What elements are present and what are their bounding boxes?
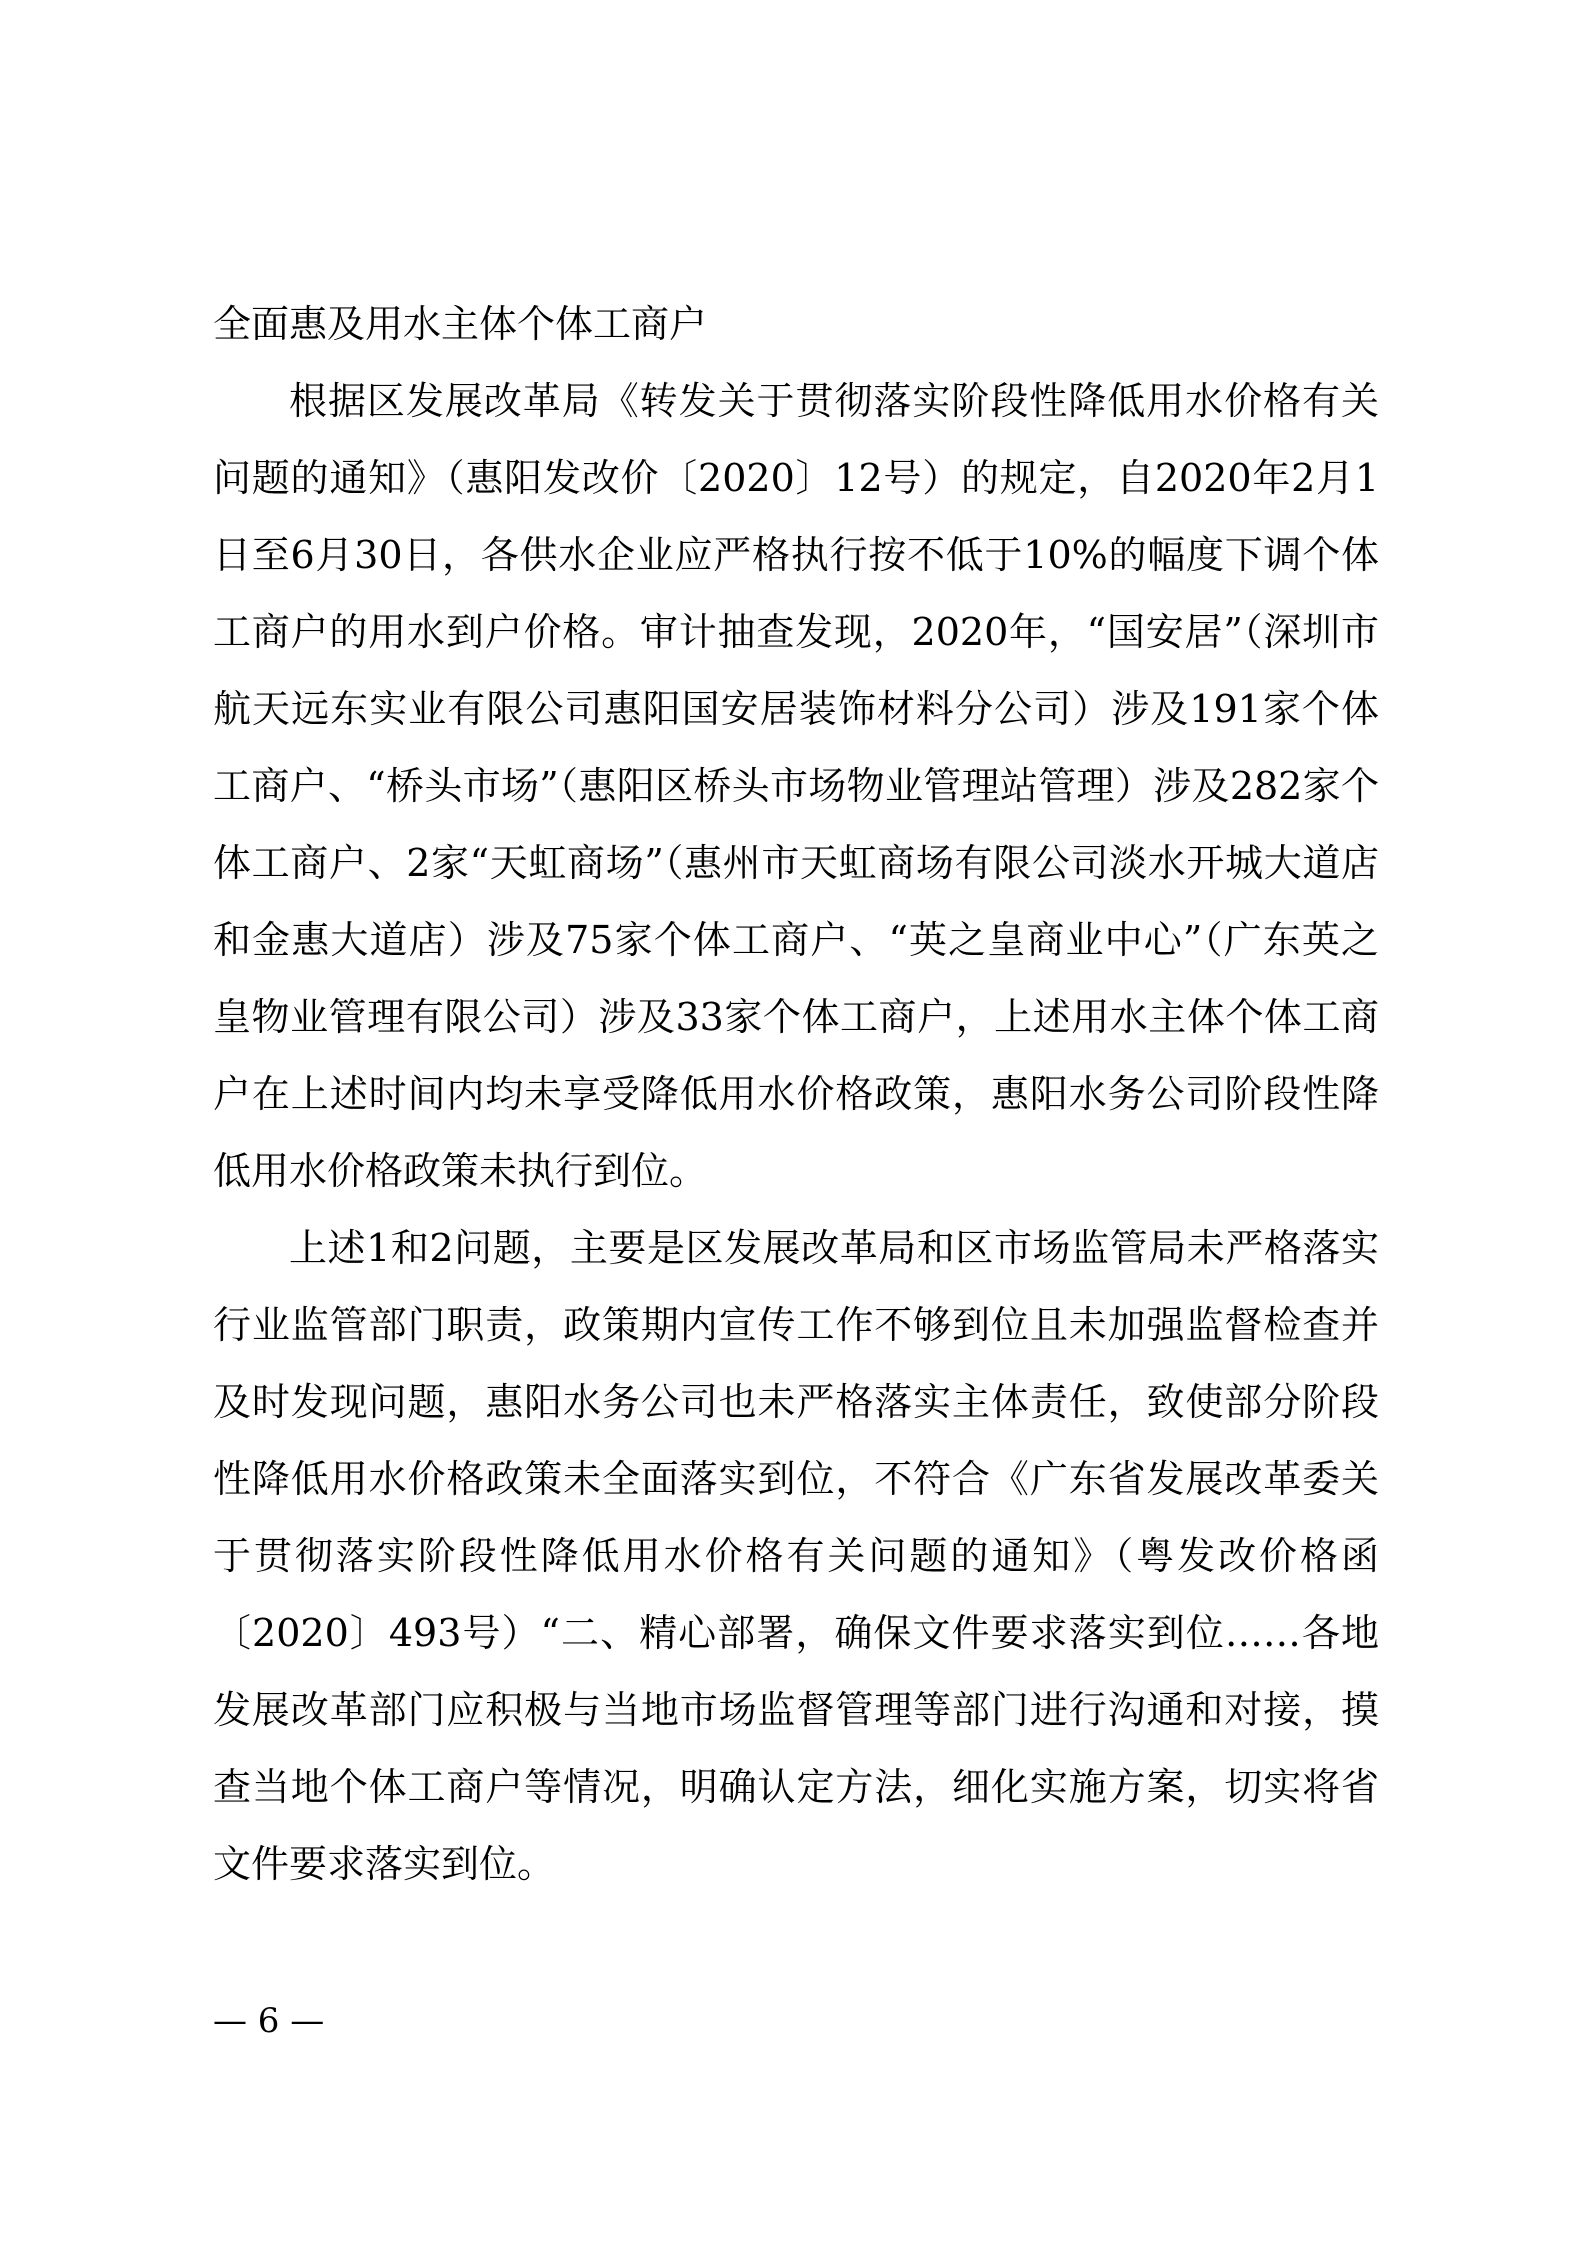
document-body [213, 286, 1379, 1903]
page-number: — 6 — [213, 2001, 325, 2041]
paragraph-cause-analysis: 上述1和2问题，主要是区发展改革局和区市场监管局未严格落实行业监管部门职责，政策期内宣传工作不够到位且未加强监督检查并及时发现问题，惠阳水务公司也未严格落实主体责任，致使部分阶段性降低用水价格政策未全面落实到位，不符合《广东省发展改革委关于贯彻落实阶段性降低用水价格有关问题的通知》（粤发改价格函〔2020〕493号）“二、精心部署，确保文件要求落实到位……各地发展改革部门应积极与当地市场监督管理等部门进行沟通和对接，摸查当地个体工商户等情况，明确认定方法，细化实施方案，切实将省文件要求落实到位。 [213, 1226, 1379, 1886]
paragraph-heading-continuation: 全面惠及用水主体个体工商户 [213, 302, 708, 346]
paragraph-audit-finding: 根据区发展改革局《转发关于贯彻落实阶段性降低用水价格有关问题的通知》（惠阳发改价〔2020〕12号）的规定，自2020年2月1日至6月30日，各供水企业应严格执行按不低于10%的幅度下调个体工商户的用水到户价格。审计抽查发现，2020年，“国安居”（深圳市航天远东实业有限公司惠阳国安居装饰材料分公司）涉及191家个体工商户、“桥头市场”（惠阳区桥头市场物业管理站管理）涉及282家个体工商户、2家“天虹商场”（惠州市天虹商场有限公司淡水开城大道店和金惠大道店）涉及75家个体工商户、“英之皇商业中心”（广东英之皇物业管理有限公司）涉及33家个体工商户，上述用水主体个体工商户在上述时间内均未享受降低用水价格政策，惠阳水务公司阶段性降低用水价格政策未执行到位。 [213, 379, 1379, 1193]
